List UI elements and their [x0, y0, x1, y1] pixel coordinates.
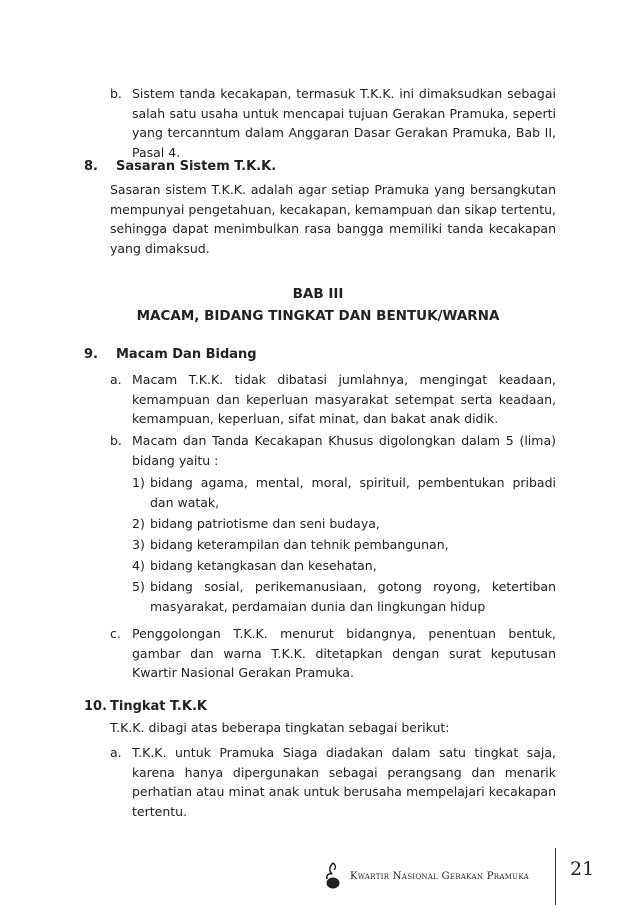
section-title: Tingkat T.K.K: [110, 699, 207, 714]
item-text: bidang ketangkasan dan kesehatan,: [150, 558, 377, 573]
item-label: 1): [132, 475, 145, 490]
item-text: Sistem tanda kecakapan, termasuk T.K.K. ini dimaksudkan sebagai salah satu usaha untuk mencapai tujuan Gerakan Pramuka, seperti yang tercanntum dalam Anggaran Dasar Gerakan Pramuka, Bab II, Pasal 4.: [132, 86, 556, 160]
item-text: bidang sosial, perikemanusiaan, gotong royong, ketertiban masyarakat, perdamaian dunia dan lingkungan hidup: [150, 579, 556, 614]
sub-item-1: [132, 473, 556, 512]
item-label: b.: [110, 86, 122, 101]
item-text: Macam T.K.K. tidak dibatasi jumlahnya, mengingat keadaan, kemampuan dan keperluan masyarakat setempat serta keadaan, kemampuan, keperluan, sifat minat, dan bakat anak didik.: [132, 372, 556, 426]
sub-item-3: [132, 535, 556, 555]
item-label: a.: [110, 372, 122, 387]
section-9-heading: [84, 345, 257, 364]
section-title: Macam Dan Bidang: [116, 347, 257, 362]
footer-divider: [555, 848, 556, 905]
tunas-kelapa-logo-icon: [320, 861, 346, 891]
item-label: a.: [110, 745, 122, 760]
item-label: 4): [132, 558, 145, 573]
section-number: 9.: [84, 347, 98, 362]
section-10-heading: [84, 697, 207, 716]
section-title: Sasaran Sistem T.K.K.: [116, 159, 277, 174]
item-label: b.: [110, 433, 122, 448]
sub-item-2: [132, 514, 556, 534]
item-text: bidang keterampilan dan tehnik pembangunan,: [150, 537, 449, 552]
list-item-9b: [110, 431, 556, 470]
list-item-9c: [110, 624, 556, 683]
chapter-title: BAB III: [292, 286, 344, 302]
section-8-paragraph: Sasaran sistem T.K.K. adalah agar setiap Pramuka yang bersangkutan mempunyai pengetahuan, kecakapan, kemampuan dan sikap tertentu, sehingga dapat menimbulkan rasa bangga memiliki tanda kecakapan yang dimaksud.: [110, 182, 556, 256]
footer-publisher: Kwartir Nasional Gerakan Pramuka: [350, 870, 529, 882]
item-text: T.K.K. untuk Pramuka Siaga diadakan dalam satu tingkat saja, karena hanya dipergunakan sebagai perangsang dan menarik perhatian atau minat anak untuk berusaha mempelajari kecakapan tertentu.: [132, 745, 556, 819]
item-label: 3): [132, 537, 145, 552]
page-footer: [320, 858, 529, 894]
item-label: 2): [132, 516, 145, 531]
sub-item-5: [132, 577, 556, 616]
list-item-b-intro: [110, 84, 556, 162]
page-number: 21: [570, 858, 595, 880]
section-number: 8.: [84, 159, 98, 174]
item-text: Penggolongan T.K.K. menurut bidangnya, penentuan bentuk, gambar dan warna T.K.K. ditetapkan dengan surat keputusan Kwartir Nasional Gerakan Pramuka.: [132, 626, 556, 680]
item-text: bidang patriotisme dan seni budaya,: [150, 516, 380, 531]
section-10-intro: T.K.K. dibagi atas beberapa tingkatan sebagai berikut:: [110, 720, 450, 735]
section-8-heading: [84, 157, 276, 176]
sub-item-4: [132, 556, 556, 576]
list-item-10a: [110, 743, 556, 821]
item-text: bidang agama, mental, moral, spirituil, pembentukan pribadi dan watak,: [150, 475, 556, 510]
item-label: 5): [132, 579, 145, 594]
list-item-9a: [110, 370, 556, 429]
item-text: Macam dan Tanda Kecakapan Khusus digolongkan dalam 5 (lima) bidang yaitu :: [132, 433, 556, 468]
item-label: c.: [110, 626, 121, 641]
section-number: 10.: [84, 699, 108, 714]
chapter-subtitle: MACAM, BIDANG TINGKAT DAN BENTUK/WARNA: [136, 308, 500, 324]
